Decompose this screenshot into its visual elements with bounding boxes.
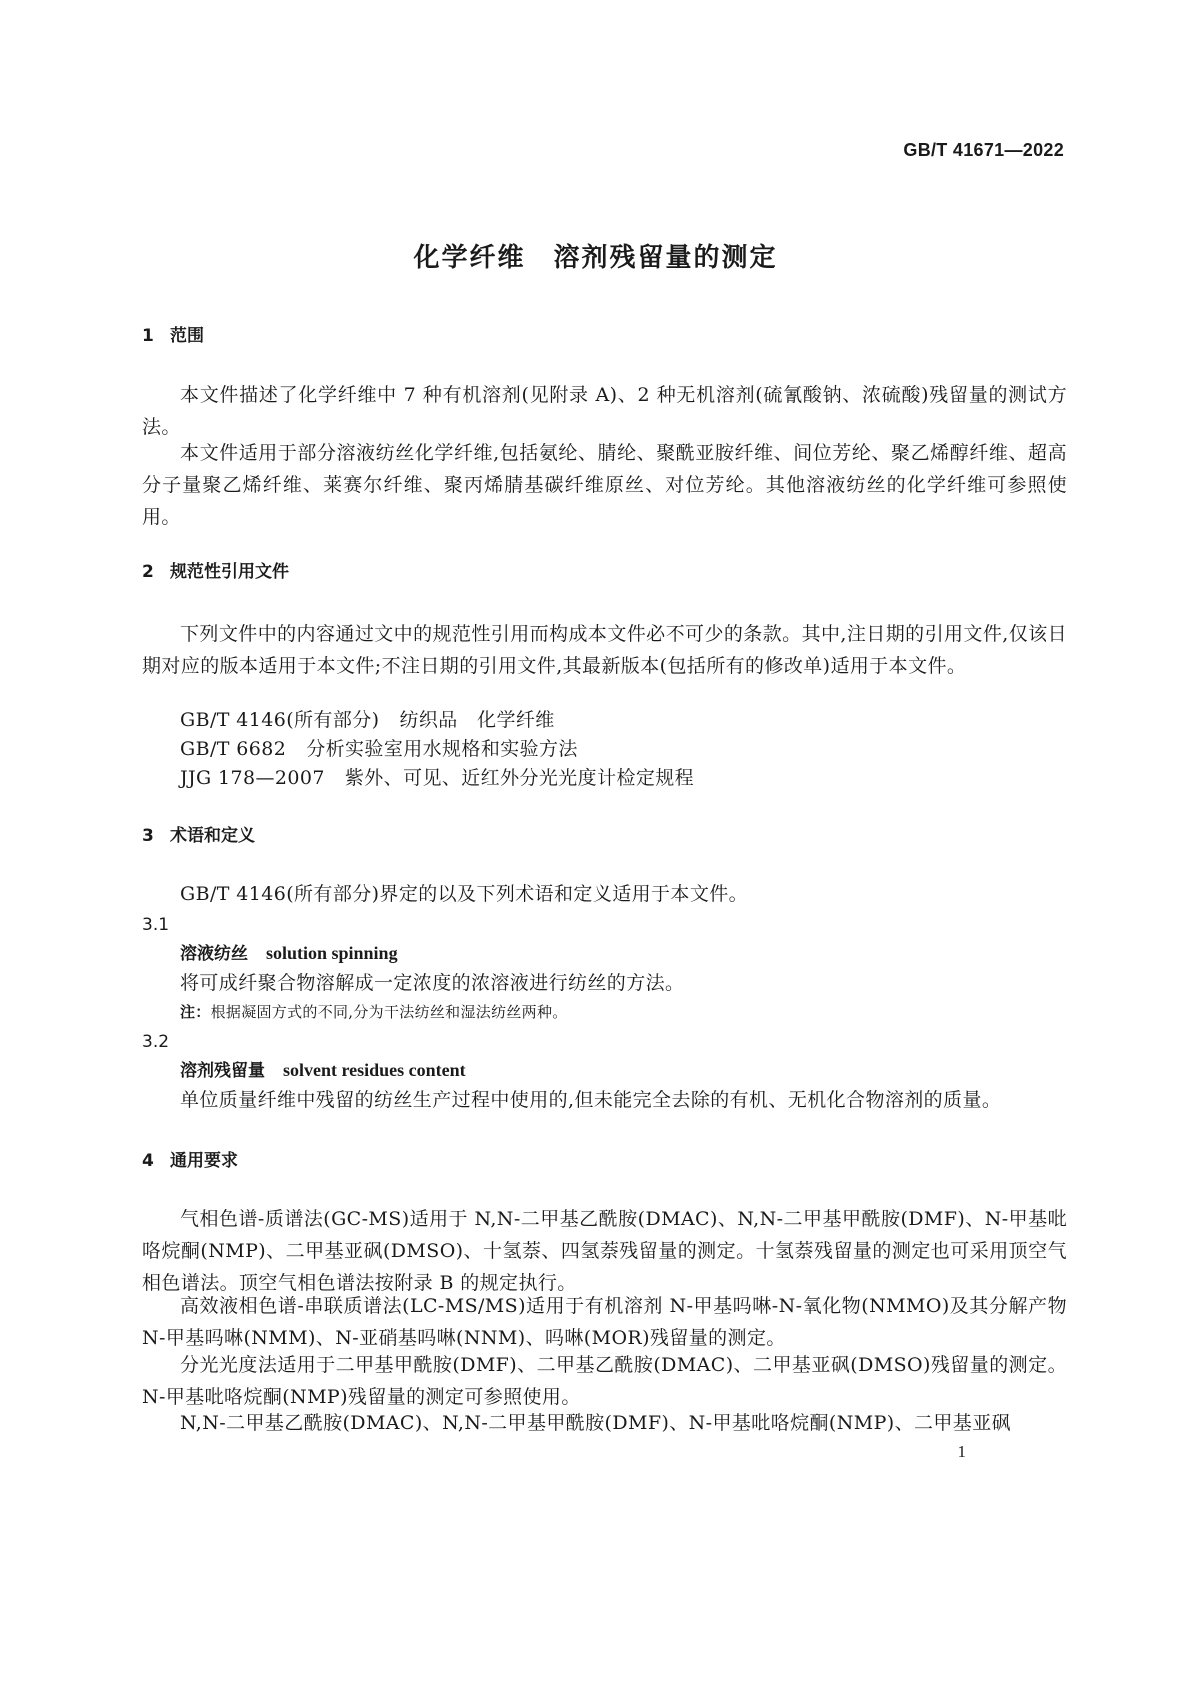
section-number: 2 [142, 562, 154, 582]
section-number: 4 [142, 1151, 154, 1171]
section-number: 1 [142, 326, 154, 346]
term-chinese: 溶剂残留量 [180, 1061, 265, 1081]
reference-item [180, 762, 694, 794]
section-number: 3 [142, 826, 154, 846]
term-entry [180, 940, 398, 967]
general-paragraph-4: N,N-二甲基乙酰胺(DMAC)、N,N-二甲基甲酰胺(DMF)、N-甲基吡咯烷酮(NMP)、二甲基亚砜 [180, 1412, 1011, 1434]
reference-code: GB/T 6682 [180, 738, 287, 760]
term-note [180, 1001, 568, 1023]
section-heading-normative-references [142, 560, 289, 584]
reference-item [180, 733, 578, 765]
reference-title: 紫外、可见、近红外分光光度计检定规程 [344, 767, 695, 789]
term-definition: 单位质量纤维中残留的纺丝生产过程中使用的,但未能完全去除的有机、无机化合物溶剂的质量。 [180, 1089, 1002, 1111]
section-heading-terms [142, 824, 255, 848]
term-definition: 将可成纤聚合物溶解成一定浓度的浓溶液进行纺丝的方法。 [180, 972, 685, 994]
scope-paragraph-2: 本文件适用于部分溶液纺丝化学纤维,包括氨纶、腈纶、聚酰亚胺纤维、间位芳纶、聚乙烯醇纤维、超高分子量聚乙烯纤维、莱赛尔纤维、聚丙烯腈基碳纤维原丝、对位芳纶。其他溶液纺丝的化学纤维可参照使用。 [142, 442, 1067, 528]
note-label: 注： [180, 1003, 211, 1021]
document-title: 化学纤维 溶剂残留量的测定 [413, 243, 778, 273]
term-entry [180, 1057, 466, 1084]
reference-code: GB/T 4146(所有部分) [180, 709, 380, 731]
references-intro: 下列文件中的内容通过文中的规范性引用而构成本文件必不可少的条款。其中,注日期的引用文件,仅该日期对应的版本适用于本文件;不注日期的引用文件,其最新版本(包括所有的修改单)适用于本文件。 [142, 623, 1067, 677]
scope-paragraph-1: 本文件描述了化学纤维中 7 种有机溶剂(见附录 A)、2 种无机溶剂(硫氰酸钠、浓硫酸)残留量的测试方法。 [142, 384, 1067, 438]
terms-intro: GB/T 4146(所有部分)界定的以及下列术语和定义适用于本文件。 [180, 883, 749, 905]
reference-item [180, 704, 555, 736]
general-paragraph-1: 气相色谱-质谱法(GC-MS)适用于 N,N-二甲基乙酰胺(DMAC)、N,N-二甲基甲酰胺(DMF)、N-甲基吡咯烷酮(NMP)、二甲基亚砜(DMSO)、十氢萘、四氢萘残留量的测定。十氢萘残留量的测定也可采用顶空气相色谱法。顶空气相色谱法按附录 B 的规定执行。 [142, 1208, 1067, 1294]
reference-title: 纺织品 化学纤维 [399, 709, 555, 731]
section-heading-scope [142, 324, 204, 348]
term-english: solution spinning [266, 943, 398, 963]
section-title: 通用要求 [170, 1151, 238, 1171]
section-title: 术语和定义 [170, 826, 255, 846]
term-number: 3.1 [142, 915, 170, 935]
general-paragraph-2: 高效液相色谱-串联质谱法(LC-MS/MS)适用于有机溶剂 N-甲基吗啉-N-氧化物(NMMO)及其分解产物 N-甲基吗啉(NMM)、N-亚硝基吗啉(NNM)、吗啉(MOR)残留量的测定。 [142, 1295, 1067, 1349]
general-paragraph-3: 分光光度法适用于二甲基甲酰胺(DMF)、二甲基乙酰胺(DMAC)、二甲基亚砜(DMSO)残留量的测定。N-甲基吡咯烷酮(NMP)残留量的测定可参照使用。 [142, 1354, 1067, 1408]
term-english: solvent residues content [283, 1060, 466, 1080]
term-chinese: 溶液纺丝 [180, 944, 248, 964]
section-title: 范围 [170, 326, 204, 346]
section-title: 规范性引用文件 [170, 562, 289, 582]
section-heading-general [142, 1149, 238, 1173]
reference-title: 分析实验室用水规格和实验方法 [306, 738, 578, 760]
note-text: 根据凝固方式的不同,分为干法纺丝和湿法纺丝两种。 [210, 1003, 568, 1021]
page-number: 1 [957, 1442, 966, 1461]
reference-code: JJG 178—2007 [180, 767, 325, 789]
standard-code: GB/T 41671—2022 [903, 140, 1064, 160]
term-number: 3.2 [142, 1032, 170, 1052]
